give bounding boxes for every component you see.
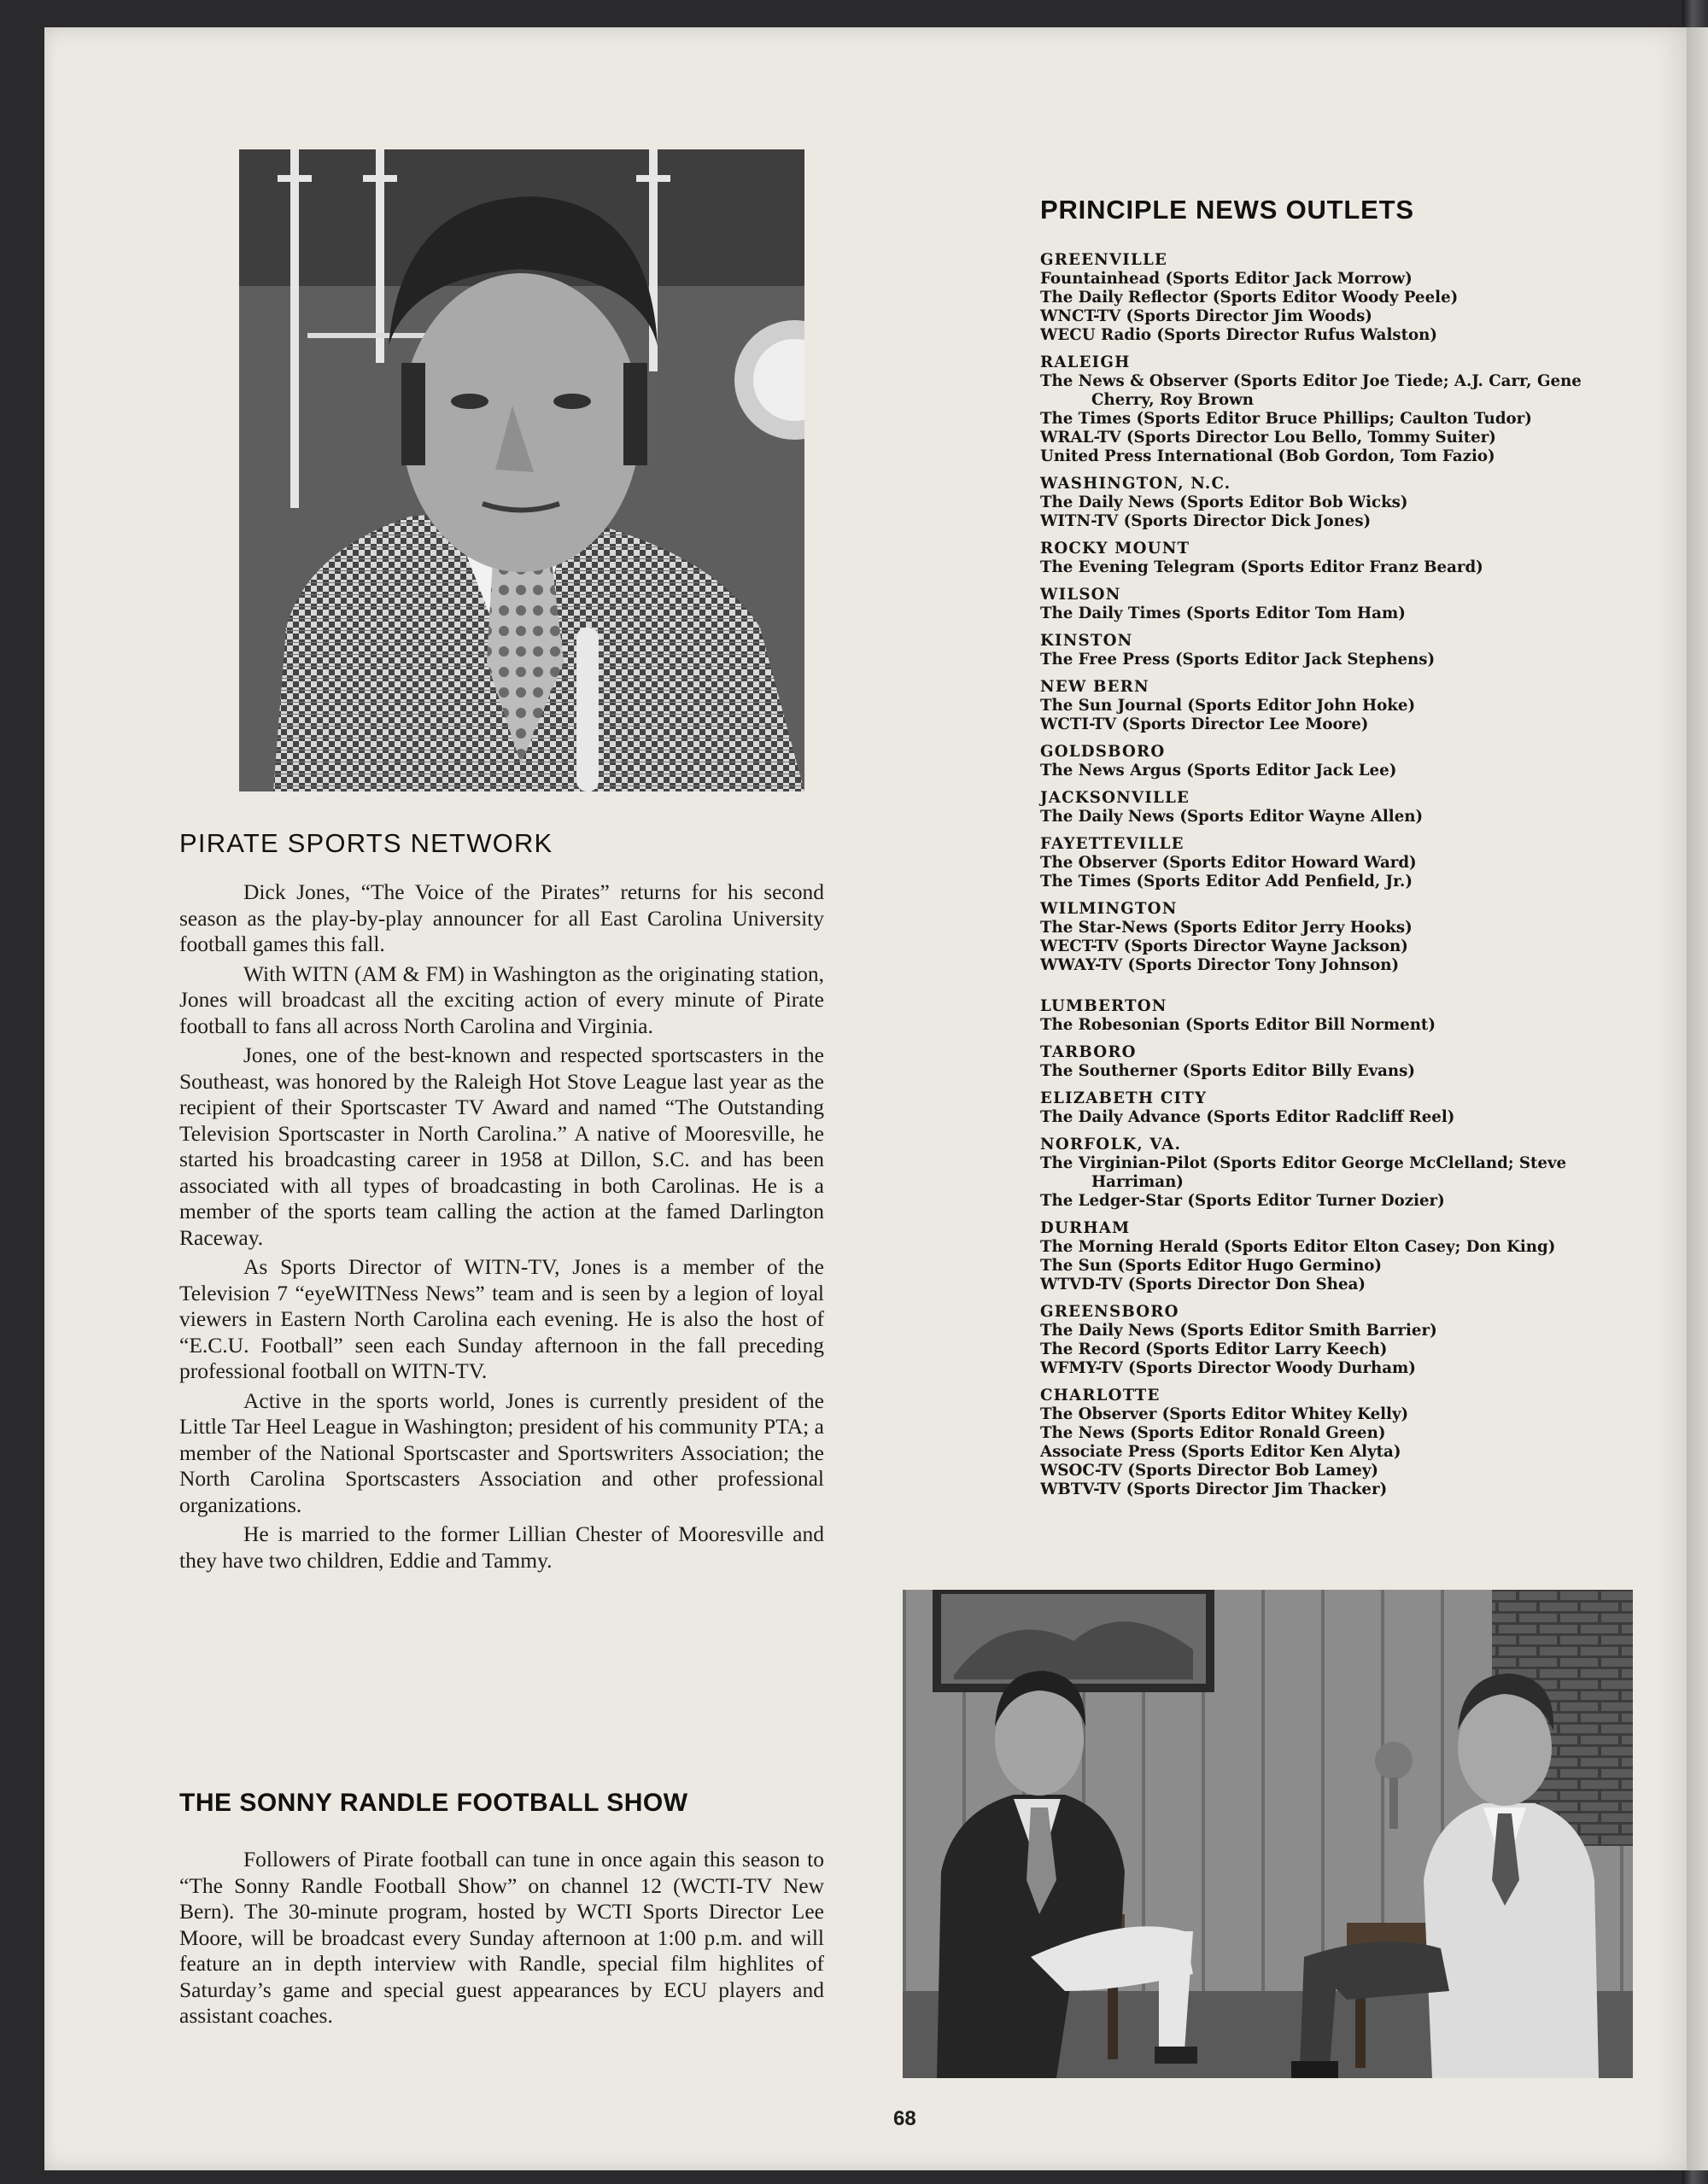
pirate-sports-network-heading: PIRATE SPORTS NETWORK bbox=[179, 828, 553, 858]
outlet-entry: WTVD-TV (Sports Director Don Shea) bbox=[1040, 1276, 1366, 1293]
city-block bbox=[1040, 743, 1655, 780]
outlet-entry: The Robesonian (Sports Editor Bill Norment) bbox=[1040, 1016, 1436, 1034]
outlet-entry-continuation: Cherry, Roy Brown bbox=[1091, 391, 1255, 409]
city-name: GREENSBORO bbox=[1040, 1303, 1179, 1321]
city-block bbox=[1040, 1387, 1655, 1499]
city-block bbox=[1040, 251, 1655, 345]
city-block bbox=[1040, 1219, 1655, 1294]
city-block bbox=[1040, 789, 1655, 826]
outlet-entry: Fountainhead (Sports Editor Jack Morrow) bbox=[1040, 270, 1413, 288]
outlet-entry: WBTV-TV (Sports Director Jim Thacker) bbox=[1040, 1480, 1388, 1498]
outlet-entry: WFMY-TV (Sports Director Woody Durham) bbox=[1040, 1359, 1416, 1377]
outlet-entry: The Daily Advance (Sports Editor Radcliff Reel) bbox=[1040, 1108, 1455, 1126]
city-block bbox=[1040, 475, 1655, 531]
outlet-entry: WECU Radio (Sports Director Rufus Walston) bbox=[1040, 326, 1437, 344]
city-block bbox=[1040, 678, 1655, 734]
outlet-entry: The Ledger-Star (Sports Editor Turner Dozier) bbox=[1040, 1192, 1445, 1210]
news-outlets-heading: PRINCIPLE NEWS OUTLETS bbox=[1040, 195, 1414, 225]
city-block bbox=[1040, 1089, 1655, 1127]
studio-interview-photo bbox=[903, 1590, 1633, 2078]
outlet-entry: The Morning Herald (Sports Editor Elton Casey; Don King) bbox=[1040, 1238, 1556, 1256]
outlet-entry: WITN-TV (Sports Director Dick Jones) bbox=[1040, 512, 1372, 530]
pirate-paragraph: As Sports Director of WITN-TV, Jones is a member of the Television 7 “eyeWITNess News” team and is seen by a legion of loyal viewers in Eastern North Carolina each evening. He is also the host of “E.C.U. Football” seen each Sunday afternoon in the fall preceding professional football on WITN-TV. bbox=[179, 1254, 824, 1383]
city-block bbox=[1040, 997, 1655, 1035]
list-gap bbox=[1040, 975, 1655, 989]
outlet-entry: The Daily News (Sports Editor Bob Wicks) bbox=[1040, 493, 1408, 511]
city-name: WILSON bbox=[1040, 586, 1121, 604]
sonny-paragraph: Followers of Pirate football can tune in once again this season to “The Sonny Randle Football Show” on channel 12 (WCTI-TV New Bern). The 30-minute program, hosted by WCTI Sports Director Lee Moore, will be broadcast every Sunday afternoon at 1:00 p.m. and will feature an in depth interview with Randle, special film highlites of Saturday’s game and special guest appearances by ECU players and assistant coaches. bbox=[179, 1847, 824, 2028]
city-name: ELIZABETH CITY bbox=[1040, 1089, 1208, 1107]
sonny-randle-heading: THE SONNY RANDLE FOOTBALL SHOW bbox=[179, 1789, 688, 1817]
outlet-entry: The Daily News (Sports Editor Wayne Allen) bbox=[1040, 808, 1424, 826]
city-block bbox=[1040, 900, 1655, 975]
outlet-entry: The Observer (Sports Editor Howard Ward) bbox=[1040, 854, 1417, 872]
city-name: WILMINGTON bbox=[1040, 900, 1178, 918]
outlet-entry bbox=[1040, 1173, 1655, 1192]
city-block bbox=[1040, 835, 1655, 891]
pirate-paragraph: Dick Jones, “The Voice of the Pirates” returns for his second season as the play-by-play announcer for all East Carolina University football games this fall. bbox=[179, 879, 824, 956]
city-name: GREENVILLE bbox=[1040, 251, 1168, 269]
city-name: LUMBERTON bbox=[1040, 997, 1167, 1015]
outlet-entry: WECT-TV (Sports Director Wayne Jackson) bbox=[1040, 937, 1408, 955]
page-right-strip bbox=[1687, 27, 1708, 2170]
outlet-entry: The News & Observer (Sports Editor Joe Tiede; A.J. Carr, Gene bbox=[1040, 372, 1582, 390]
sonny-randle-body bbox=[179, 1847, 824, 2033]
pirate-paragraph: He is married to the former Lillian Chester of Mooresville and they have two children, Eddie and Tammy. bbox=[179, 1521, 824, 1573]
news-outlets-list bbox=[1040, 251, 1655, 1499]
city-name: NORFOLK, VA. bbox=[1040, 1136, 1182, 1153]
outlet-entry: The Daily Reflector (Sports Editor Woody Peele) bbox=[1040, 289, 1459, 307]
outlet-entry: The Evening Telegram (Sports Editor Franz Beard) bbox=[1040, 558, 1483, 576]
city-block bbox=[1040, 632, 1655, 669]
pirate-paragraph: Jones, one of the best-known and respected sportscasters in the Southeast, was honored by the Raleigh Hot Stove League last year as the recipient of their Sportscaster TV Award and named “The Outstanding Television Sportscaster in North Carolina.” A native of Mooresville, he started his broadcasting career in 1958 at Dillon, S.C. and has been associated with all types of broadcasting in both Carolinas. He is a member of the sports team calling the action at the famed Darlington Raceway. bbox=[179, 1042, 824, 1250]
outlet-entry: The Daily Times (Sports Editor Tom Ham) bbox=[1040, 604, 1406, 622]
outlet-entry: The Star-News (Sports Editor Jerry Hooks) bbox=[1040, 919, 1413, 937]
city-name: RALEIGH bbox=[1040, 353, 1131, 371]
city-block bbox=[1040, 1303, 1655, 1378]
pirate-paragraph: With WITN (AM & FM) in Washington as the originating station, Jones will broadcast all the exciting action of every minute of Pirate football to fans all across North Carolina and Virginia. bbox=[179, 961, 824, 1038]
outlet-entry-continuation: Harriman) bbox=[1091, 1173, 1184, 1191]
city-block bbox=[1040, 1043, 1655, 1081]
outlet-entry: The Free Press (Sports Editor Jack Stephens) bbox=[1040, 651, 1436, 669]
outlet-entry: The Times (Sports Editor Bruce Phillips; Caulton Tudor) bbox=[1040, 410, 1532, 428]
outlet-entry: The Sun Journal (Sports Editor John Hoke) bbox=[1040, 697, 1416, 715]
outlet-entry: WNCT-TV (Sports Director Jim Woods) bbox=[1040, 307, 1372, 325]
outlet-entry: The Observer (Sports Editor Whitey Kelly) bbox=[1040, 1405, 1409, 1423]
outlet-entry: United Press International (Bob Gordon, Tom Fazio) bbox=[1040, 447, 1495, 465]
outlet-entry: WCTI-TV (Sports Director Lee Moore) bbox=[1040, 715, 1369, 733]
city-name: GOLDSBORO bbox=[1040, 743, 1166, 761]
dick-jones-portrait-photo bbox=[239, 149, 804, 791]
outlet-entry bbox=[1040, 391, 1655, 410]
outlet-entry: The Virginian-Pilot (Sports Editor George McClelland; Steve bbox=[1040, 1154, 1567, 1172]
city-name: JACKSONVILLE bbox=[1040, 789, 1190, 807]
city-block bbox=[1040, 1136, 1655, 1211]
outlet-entry: The News Argus (Sports Editor Jack Lee) bbox=[1040, 762, 1397, 780]
outlet-entry: WWAY-TV (Sports Director Tony Johnson) bbox=[1040, 956, 1400, 974]
pirate-paragraph: Active in the sports world, Jones is currently president of the Little Tar Heel League in Washington; president of his community PTA; a member of the National Sportscaster and Sportswriters Association; the North Carolina Sportscasters Association and other professional organizations. bbox=[179, 1387, 824, 1517]
city-block bbox=[1040, 586, 1655, 623]
city-name: TARBORO bbox=[1040, 1043, 1137, 1061]
outlet-entry: The Daily News (Sports Editor Smith Barrier) bbox=[1040, 1322, 1437, 1340]
outlet-entry: Associate Press (Sports Editor Ken Alyta) bbox=[1040, 1443, 1401, 1461]
city-name: FAYETTEVILLE bbox=[1040, 835, 1184, 853]
city-name: NEW BERN bbox=[1040, 678, 1149, 696]
outlet-entry: The News (Sports Editor Ronald Green) bbox=[1040, 1424, 1386, 1442]
city-block bbox=[1040, 540, 1655, 577]
outlet-entry: The Southerner (Sports Editor Billy Evans) bbox=[1040, 1062, 1415, 1080]
outlet-entry: The Record (Sports Editor Larry Keech) bbox=[1040, 1340, 1388, 1358]
outlet-entry: WRAL-TV (Sports Director Lou Bello, Tommy Suiter) bbox=[1040, 429, 1496, 447]
city-name: DURHAM bbox=[1040, 1219, 1131, 1237]
city-name: CHARLOTTE bbox=[1040, 1387, 1161, 1404]
pirate-sports-network-body bbox=[179, 879, 824, 1577]
city-name: ROCKY MOUNT bbox=[1040, 540, 1190, 558]
page-number: 68 bbox=[893, 2107, 916, 2130]
outlet-entry: The Sun (Sports Editor Hugo Germino) bbox=[1040, 1257, 1383, 1275]
city-name: KINSTON bbox=[1040, 632, 1133, 650]
city-name: WASHINGTON, N.C. bbox=[1040, 475, 1231, 493]
outlet-entry: WSOC-TV (Sports Director Bob Lamey) bbox=[1040, 1462, 1379, 1480]
outlet-entry: The Times (Sports Editor Add Penfield, Jr.) bbox=[1040, 873, 1413, 891]
city-block bbox=[1040, 353, 1655, 466]
